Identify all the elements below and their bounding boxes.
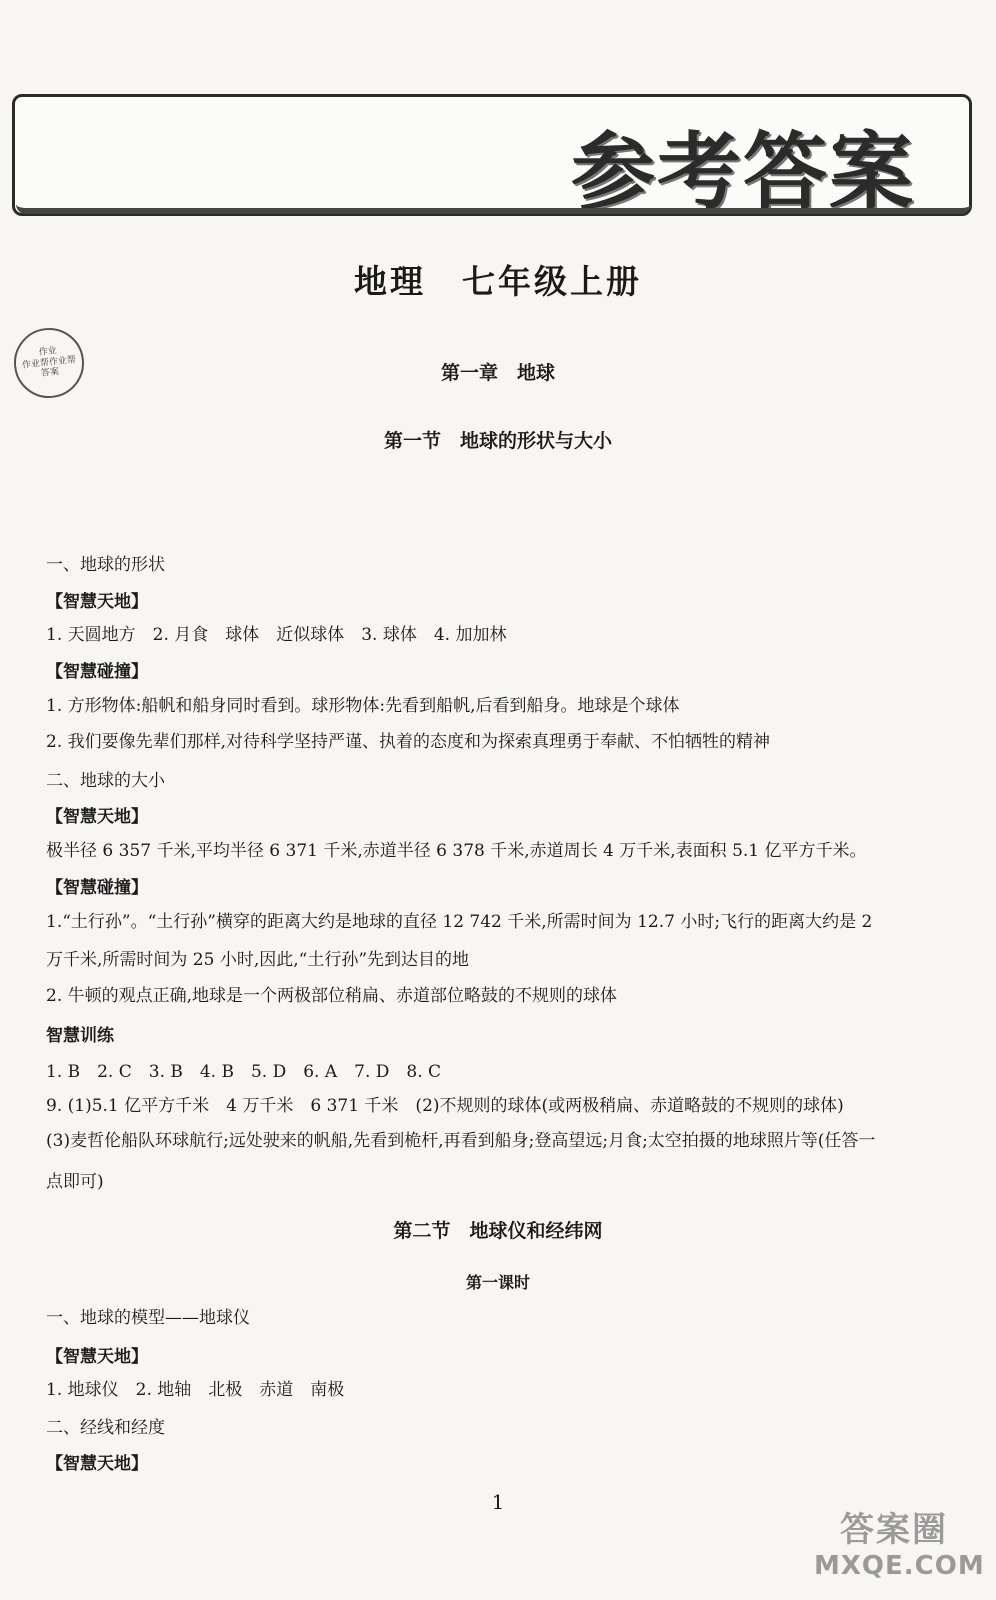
watermark-url: MXQE.COM — [814, 1551, 985, 1581]
text-line: 1. 方形物体:船帆和船身同时看到。球形物体:先看到船帆,后看到船身。地球是个球体 — [46, 696, 680, 716]
text-line: 点即可) — [46, 1172, 104, 1192]
text-line: 万千米,所需时间为 25 小时,因此,“土行孙”先到达目的地 — [46, 950, 470, 970]
subheading: 【智慧天地】 — [46, 592, 148, 612]
text-line: 9. (1)5.1 亿平方千米 4 万千米 6 371 千米 (2)不规则的球体(或两极稍扁、赤道略鼓的不规则的球体) — [46, 1096, 844, 1116]
section-title: 第二节 地球仪和经纬网 — [393, 1220, 603, 1242]
stamp-line: 作业帮作业帮 — [21, 354, 77, 371]
text-line: 二、经线和经度 — [46, 1418, 165, 1438]
header-banner — [12, 94, 972, 221]
text-line: 一、地球的模型——地球仪 — [46, 1308, 250, 1328]
banner-title: 参考答案 — [570, 123, 915, 221]
page-number: 1 — [491, 1490, 505, 1514]
subheading: 【智慧天地】 — [46, 1454, 148, 1474]
subheading: 智慧训练 — [46, 1026, 114, 1046]
text-line: 2. 我们要像先辈们那样,对待科学坚持严谨、执着的态度和为探索真理勇于奉献、不怕牺牲的精神 — [46, 732, 771, 752]
text-line: 极半径 6 357 千米,平均半径 6 371 千米,赤道半径 6 378 千米,赤道周长 4 万千米,表面积 5.1 亿平方千米。 — [46, 841, 867, 861]
text-line: 1. 地球仪 2. 地轴 北极 赤道 南极 — [46, 1380, 345, 1400]
text-line: 一、地球的形状 — [46, 555, 165, 575]
stamp-line: 答案 — [40, 367, 60, 380]
text-line: 1.“土行孙”。“土行孙”横穿的距离大约是地球的直径 12 742 千米,所需时间为 12.7 小时;飞行的距离大约是 2 — [46, 912, 873, 932]
stamp-line: 作业 — [38, 345, 58, 358]
text-line: (3)麦哲伦船队环球航行;远处驶来的帆船,先看到桅杆,再看到船身;登高望远;月食;太空拍摄的地球照片等(任答一 — [46, 1131, 876, 1151]
banner-shadow — [16, 200, 971, 214]
watermark-logo: 答案圈 — [840, 1510, 948, 1550]
subheading: 【智慧碰撞】 — [46, 662, 148, 682]
subheading: 【智慧天地】 — [46, 1347, 148, 1367]
subheading: 【智慧天地】 — [46, 807, 148, 827]
subheading: 【智慧碰撞】 — [46, 878, 148, 898]
text-line: 二、地球的大小 — [46, 771, 165, 791]
section-title: 第一节 地球的形状与大小 — [383, 430, 612, 452]
text-line: 1. 天圆地方 2. 月食 球体 近似球体 3. 球体 4. 加加林 — [46, 625, 507, 645]
chapter-title: 第一章 地球 — [440, 362, 555, 384]
book-title: 地理 七年级上册 — [354, 262, 642, 301]
lesson-title: 第一课时 — [465, 1273, 530, 1292]
text-line: 1. B 2. C 3. B 4. B 5. D 6. A 7. D 8. C — [46, 1062, 442, 1082]
text-line: 2. 牛顿的观点正确,地球是一个两极部位稍扁、赤道部位略鼓的不规则的球体 — [46, 986, 618, 1006]
watermark — [814, 1502, 985, 1581]
